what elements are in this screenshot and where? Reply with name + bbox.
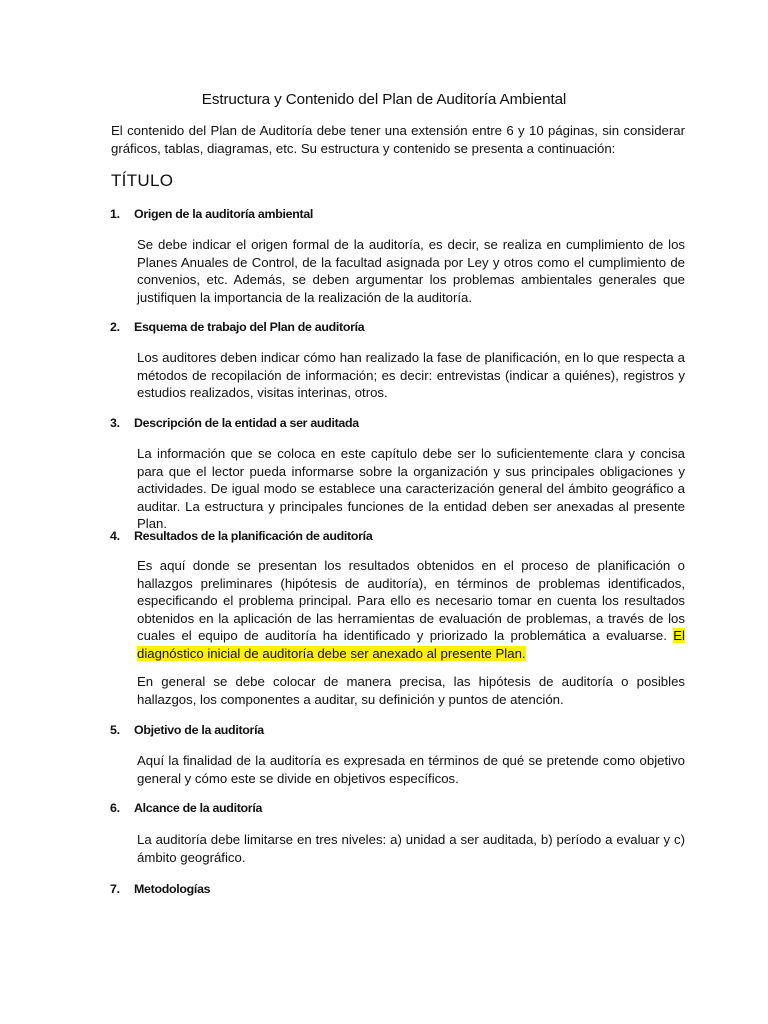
section-6-heading [110, 801, 262, 815]
section-number: 2. [110, 320, 120, 334]
section-7-heading [110, 882, 210, 896]
section-title: Esquema de trabajo del Plan de auditoría [134, 320, 365, 334]
section-4-paragraph-2: En general se debe colocar de manera precisa, las hipótesis de auditoría o posibles hallazgos, los componentes a auditar, su definición y puntos de atención. [137, 674, 685, 707]
section-number: 4. [110, 529, 120, 543]
section-4-text: Es aquí donde se presentan los resultados obtenidos en el proceso de planificación o hallazgos preliminares (hipótesis de auditoría), en términos de problemas identificados, especificando el problema principal. Para ello es necesario tomar en cuenta los resultados obtenidos en la aplicación de las herramientas de evaluación de problemas, a través de los cuales el equipo de auditoría ha identificado y priorizado la problemática a evaluarse. [137, 558, 685, 644]
intro-paragraph: El contenido del Plan de Auditoría debe tener una extensión entre 6 y 10 páginas, sin considerar gráficos, tablas, diagramas, etc. Su estructura y contenido se presenta a continuación: [111, 123, 685, 156]
section-1-paragraph: Se debe indicar el origen formal de la auditoría, es decir, se realiza en cumplimiento de los Planes Anuales de Control, de la facultad asignada por Ley y otros como el cumplimiento de convenios, etc. Además, se deben argumentar los problemas ambientales generales que justifiquen la importancia de la realización de la auditoría. [137, 237, 685, 305]
section-6-paragraph: La auditoría debe limitarse en tres niveles: a) unidad a ser auditada, b) período a evaluar y c) ámbito geográfico. [137, 832, 685, 865]
section-3-paragraph: La información que se coloca en este capítulo debe ser lo suficientemente clara y concisa para que el lector pueda informarse sobre la organización y sus principales obligaciones y actividades. De igual modo se establece una caracterización general del ámbito geográfico a auditar. La estructura y principales funciones de la entidad deben ser anexadas al presente Plan. [137, 446, 685, 532]
document-title: Estructura y Contenido del Plan de Auditoría Ambiental [201, 91, 567, 108]
section-number: 3. [110, 416, 120, 430]
section-title: Origen de la auditoría ambiental [134, 207, 314, 221]
section-2-paragraph: Los auditores deben indicar cómo han realizado la fase de planificación, en lo que respecta a métodos de recopilación de información; es decir: entrevistas (indicar a quiénes), registros y estudios realizados, visitas interinas, otros. [137, 350, 685, 401]
section-2-heading [110, 320, 364, 334]
section-title: Metodologías [134, 882, 211, 896]
section-1-heading [110, 207, 313, 221]
section-number: 6. [110, 801, 120, 815]
highlighted-text: El diagnóstico inicial de auditoría debe ser anexado al presente Plan. [137, 628, 685, 661]
section-title: Alcance de la auditoría [134, 801, 263, 815]
section-number: 1. [110, 207, 120, 221]
section-4-paragraph [137, 557, 685, 663]
section-number: 7. [110, 882, 120, 896]
section-4-heading [110, 529, 372, 543]
section-number: 5. [110, 723, 120, 737]
section-5-heading [110, 723, 264, 737]
section-title: Resultados de la planificación de auditoría [134, 529, 373, 543]
section-5-paragraph: Aquí la finalidad de la auditoría es expresada en términos de qué se pretende como objetivo general y cómo este se divide en objetivos específicos. [137, 753, 685, 786]
section-heading-titulo: TÍTULO [111, 171, 174, 190]
section-title: Objetivo de la auditoría [134, 723, 264, 737]
section-title: Descripción de la entidad a ser auditada [134, 416, 359, 430]
section-3-heading [110, 416, 359, 430]
